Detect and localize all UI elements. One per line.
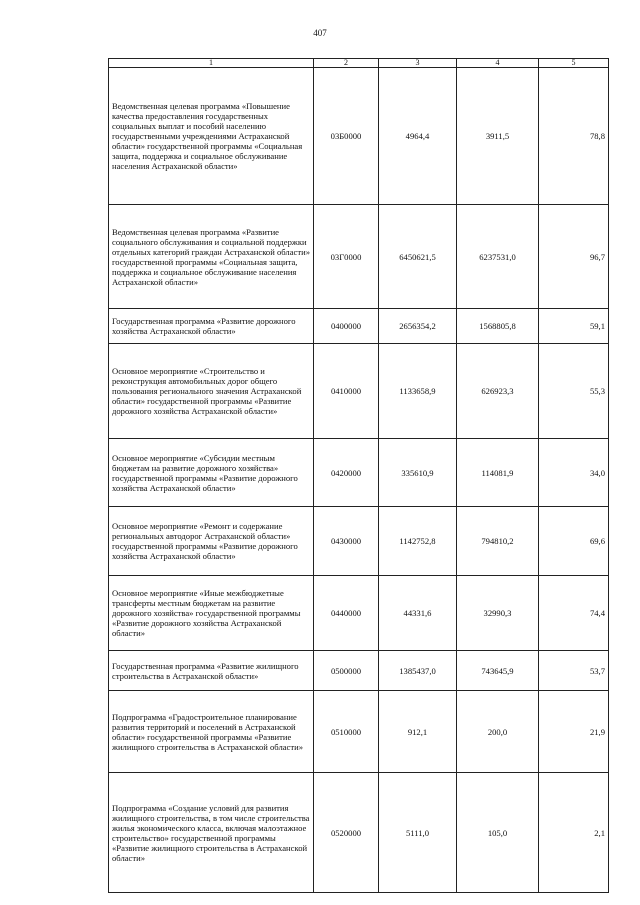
header-col-1: 1 xyxy=(109,59,314,68)
table-row xyxy=(109,507,609,576)
value-col-3: 6450621,5 xyxy=(379,205,457,309)
program-code: 03Г0000 xyxy=(314,205,379,309)
value-col-5: 34,0 xyxy=(539,439,609,507)
program-name: Ведомственная целевая программа «Повышение качества предоставления государственных социальных выплат и пособий населению государственными учреждениями Астраханской области» государственной программы «Социальная защита, поддержка и социальное обслуживание населения Астраханской области» xyxy=(109,68,314,205)
program-name: Государственная программа «Развитие жилищного строительства в Астраханской области» xyxy=(109,651,314,691)
page-number: 407 xyxy=(313,28,327,38)
value-col-5: 78,8 xyxy=(539,68,609,205)
header-col-5: 5 xyxy=(539,59,609,68)
table-row xyxy=(109,205,609,309)
header-col-4: 4 xyxy=(457,59,539,68)
value-col-5: 96,7 xyxy=(539,205,609,309)
program-code: 0500000 xyxy=(314,651,379,691)
value-col-3: 912,1 xyxy=(379,691,457,773)
value-col-3: 1385437,0 xyxy=(379,651,457,691)
program-code: 0430000 xyxy=(314,507,379,576)
program-name: Основное мероприятие «Иные межбюджетные трансферты местным бюджетам на развитие дорожного хозяйства» государственной программы «Развитие дорожного хозяйства Астраханской области» xyxy=(109,576,314,651)
value-col-5: 2,1 xyxy=(539,773,609,893)
value-col-4: 105,0 xyxy=(457,773,539,893)
value-col-3: 5111,0 xyxy=(379,773,457,893)
value-col-5: 53,7 xyxy=(539,651,609,691)
table-row xyxy=(109,773,609,893)
value-col-4: 3911,5 xyxy=(457,68,539,205)
value-col-4: 114081,9 xyxy=(457,439,539,507)
value-col-3: 335610,9 xyxy=(379,439,457,507)
value-col-4: 794810,2 xyxy=(457,507,539,576)
program-name: Ведомственная целевая программа «Развитие социального обслуживания и социальной поддержки отдельных категорий граждан Астраханской области» государственной программы «Социальная защита, поддержка и социальное обслуживание населения Астраханской области» xyxy=(109,205,314,309)
table-row xyxy=(109,439,609,507)
value-col-4: 200,0 xyxy=(457,691,539,773)
value-col-5: 69,6 xyxy=(539,507,609,576)
value-col-3: 1133658,9 xyxy=(379,344,457,439)
header-col-2: 2 xyxy=(314,59,379,68)
program-name: Основное мероприятие «Ремонт и содержание региональных автодорог Астраханской области» государственной программы «Развитие дорожного хозяйства Астраханской области» xyxy=(109,507,314,576)
value-col-4: 32990,3 xyxy=(457,576,539,651)
value-col-5: 21,9 xyxy=(539,691,609,773)
table-row xyxy=(109,691,609,773)
value-col-3: 1142752,8 xyxy=(379,507,457,576)
table-row xyxy=(109,309,609,344)
program-code: 0420000 xyxy=(314,439,379,507)
program-code: 0520000 xyxy=(314,773,379,893)
program-name: Государственная программа «Развитие дорожного хозяйства Астраханской области» xyxy=(109,309,314,344)
value-col-5: 74,4 xyxy=(539,576,609,651)
value-col-3: 4964,4 xyxy=(379,68,457,205)
value-col-4: 1568805,8 xyxy=(457,309,539,344)
table-row xyxy=(109,68,609,205)
program-name: Основное мероприятие «Субсидии местным бюджетам на развитие дорожного хозяйства» государственной программы «Развитие дорожного хозяйства Астраханской области» xyxy=(109,439,314,507)
value-col-3: 2656354,2 xyxy=(379,309,457,344)
table-header-row xyxy=(109,59,609,68)
budget-table xyxy=(108,58,609,893)
program-name: Подпрограмма «Создание условий для развития жилищного строительства, в том числе строительства жилья экономического класса, включая малоэтажное строительство» государственной программы «Развитие жилищного строительства в Астраханской области» xyxy=(109,773,314,893)
value-col-4: 626923,3 xyxy=(457,344,539,439)
program-code: 0510000 xyxy=(314,691,379,773)
program-code: 0410000 xyxy=(314,344,379,439)
program-code: 03Б0000 xyxy=(314,68,379,205)
header-col-3: 3 xyxy=(379,59,457,68)
value-col-4: 6237531,0 xyxy=(457,205,539,309)
program-name: Основное мероприятие «Строительство и реконструкция автомобильных дорог общего пользования регионального значения Астраханской области» государственной программы «Развитие дорожного хозяйства Астраханской области» xyxy=(109,344,314,439)
program-name: Подпрограмма «Градостроительное планирование развития территорий и поселений в Астраханской области» государственной программы «Развитие жилищного строительства в Астраханской области» xyxy=(109,691,314,773)
value-col-5: 55,3 xyxy=(539,344,609,439)
table-row xyxy=(109,651,609,691)
table-row xyxy=(109,576,609,651)
value-col-5: 59,1 xyxy=(539,309,609,344)
program-code: 0440000 xyxy=(314,576,379,651)
value-col-3: 44331,6 xyxy=(379,576,457,651)
value-col-4: 743645,9 xyxy=(457,651,539,691)
table-row xyxy=(109,344,609,439)
program-code: 0400000 xyxy=(314,309,379,344)
